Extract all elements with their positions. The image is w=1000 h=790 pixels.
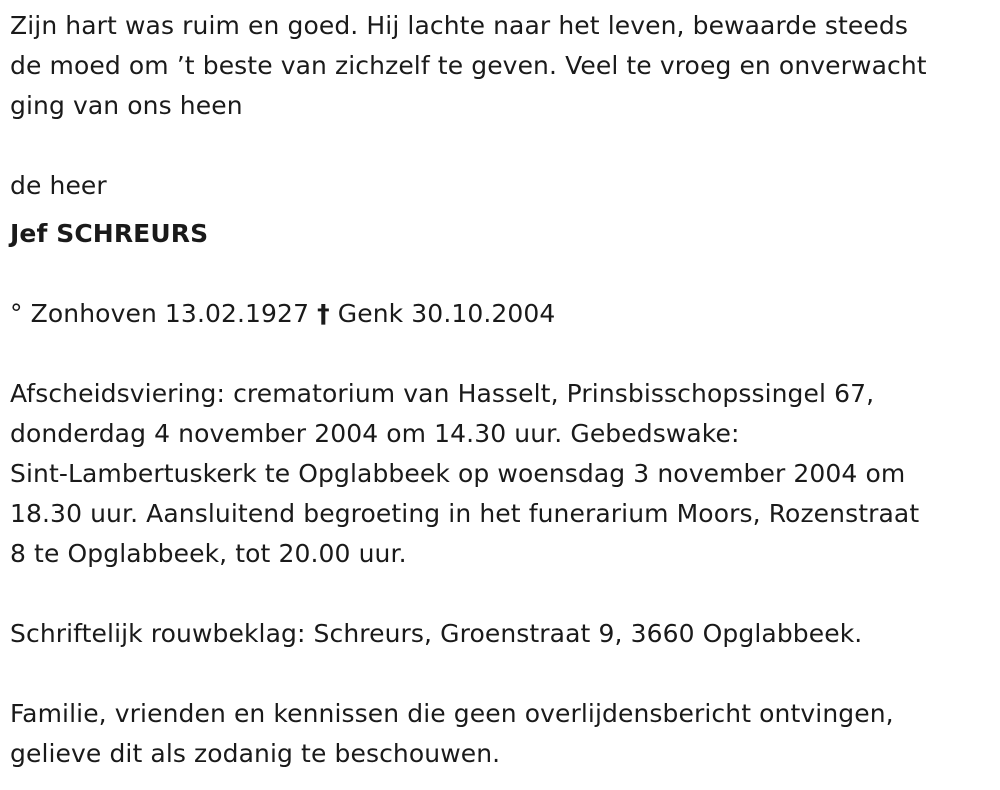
notice-line: gelieve dit als zodanig te beschouwen. (10, 739, 501, 768)
notice-paragraph (10, 694, 990, 774)
ceremony-line: 8 te Opglabbeek, tot 20.00 uur. (10, 539, 407, 568)
condolence-address: Schriftelijk rouwbeklag: Schreurs, Groenstraat 9, 3660 Opglabbeek. (10, 619, 863, 648)
birth-date: Zonhoven 13.02.1927 (30, 299, 310, 328)
spacer (10, 654, 990, 694)
death-date: Genk 30.10.2004 (337, 299, 556, 328)
spacer (10, 254, 990, 294)
spacer (10, 206, 990, 214)
obituary-notice (10, 6, 990, 774)
intro-paragraph (10, 6, 990, 126)
intro-line: Zijn hart was ruim en goed. Hij lachte naar het leven, bewaarde steeds (10, 11, 908, 40)
deceased-name: Jef SCHREURS (10, 219, 209, 248)
intro-line: de moed om ’t beste van zichzelf te geven. Veel te vroeg en onverwacht (10, 51, 927, 80)
spacer (10, 126, 990, 166)
ceremony-line: Afscheidsviering: crematorium van Hasselt, Prinsbisschopssingel 67, (10, 379, 875, 408)
spacer (10, 574, 990, 614)
salutation: de heer (10, 171, 107, 200)
birth-symbol: ° (10, 299, 23, 328)
ceremony-paragraph (10, 374, 990, 574)
death-symbol: † (317, 299, 330, 328)
notice-line: Familie, vrienden en kennissen die geen overlijdensbericht ontvingen, (10, 699, 894, 728)
spacer (10, 334, 990, 374)
intro-line: ging van ons heen (10, 91, 243, 120)
ceremony-line: donderdag 4 november 2004 om 14.30 uur. Gebedswake: (10, 419, 740, 448)
ceremony-line: 18.30 uur. Aansluitend begroeting in het funerarium Moors, Rozenstraat (10, 499, 920, 528)
ceremony-line: Sint-Lambertuskerk te Opglabbeek op woensdag 3 november 2004 om (10, 459, 906, 488)
life-dates (10, 294, 990, 334)
